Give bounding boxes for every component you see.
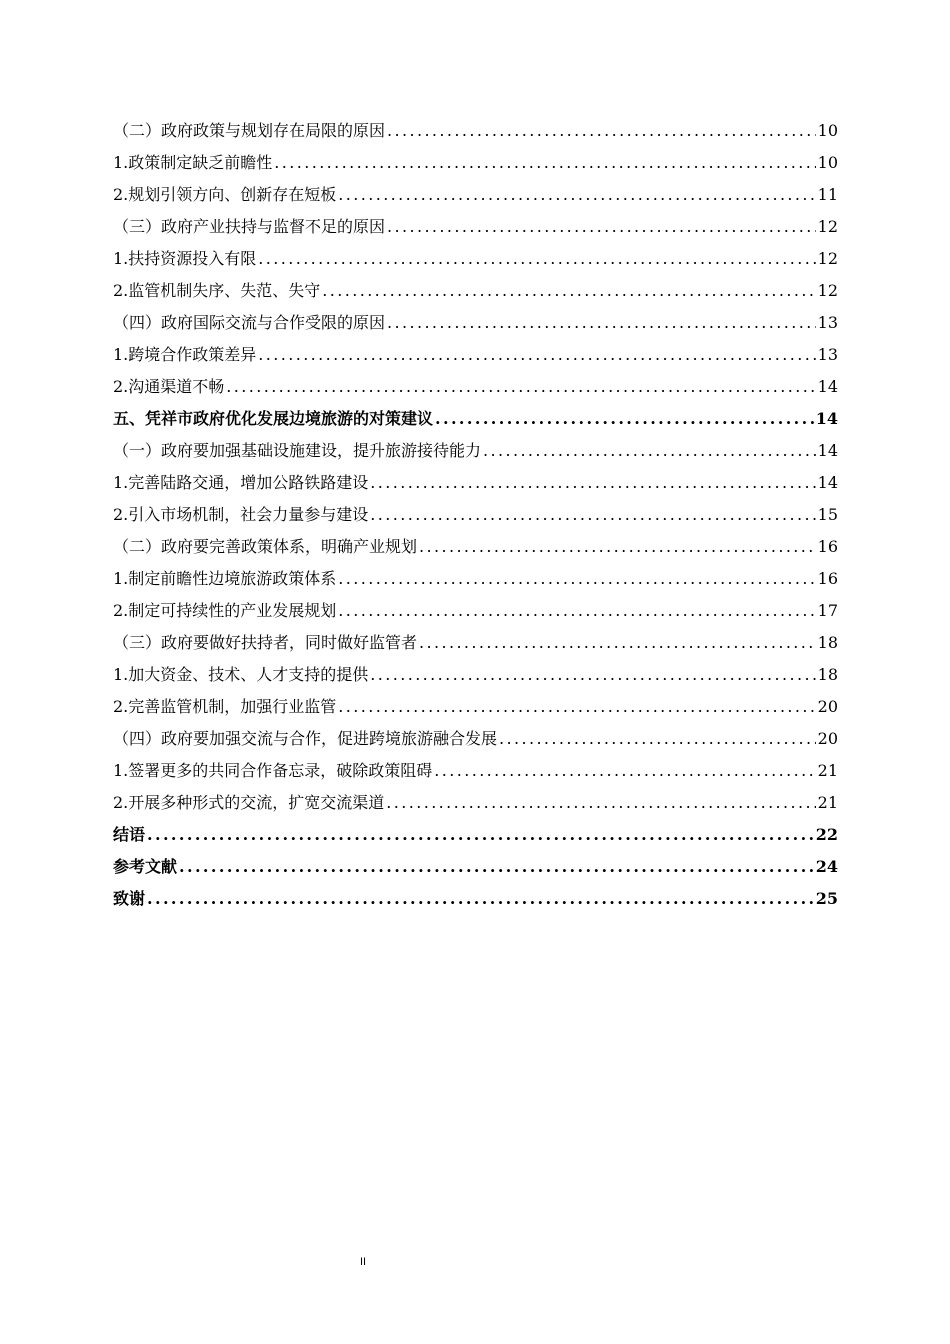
toc-dot-leader — [338, 563, 815, 595]
toc-entry-page-number: 20 — [817, 697, 838, 716]
toc-entry-page-number: 16 — [817, 569, 838, 588]
toc-dot-leader — [274, 147, 815, 179]
toc-entry[interactable] — [113, 627, 838, 659]
toc-entry-title: （四）政府国际交流与合作受限的原因 — [113, 313, 386, 332]
toc-entry-page-number: 14 — [815, 409, 838, 428]
toc-dot-leader — [419, 531, 816, 563]
toc-dot-leader — [322, 275, 815, 307]
toc-entry-page-number: 22 — [815, 825, 838, 844]
toc-dot-leader — [226, 371, 815, 403]
toc-entry[interactable] — [113, 531, 838, 563]
toc-entry-title: 1.加大资金、技术、人才支持的提供 — [113, 665, 369, 684]
toc-entry-title: 致谢 — [113, 889, 146, 908]
toc-entry-title: （二）政府政策与规划存在局限的原因 — [113, 121, 386, 140]
toc-entry-page-number: 13 — [817, 345, 838, 364]
toc-entry[interactable] — [113, 275, 838, 307]
toc-dot-leader — [338, 691, 815, 723]
page-footer — [0, 1256, 950, 1268]
toc-dot-leader — [338, 595, 815, 627]
toc-entry-page-number: 17 — [817, 601, 838, 620]
toc-dot-leader — [179, 851, 814, 883]
toc-entry-title: （二）政府要完善政策体系，明确产业规划 — [113, 537, 418, 556]
toc-entry[interactable] — [113, 371, 838, 403]
toc-entry-title: 2.制定可持续性的产业发展规划 — [113, 601, 337, 620]
toc-entry-page-number: 10 — [817, 121, 838, 140]
toc-entry-page-number: 16 — [817, 537, 838, 556]
toc-entry[interactable] — [113, 435, 838, 467]
toc-entry-page-number: 15 — [817, 505, 838, 524]
toc-entry-page-number: 14 — [817, 377, 838, 396]
toc-entry[interactable] — [113, 243, 838, 275]
toc-dot-leader — [387, 211, 816, 243]
toc-entry-title: （四）政府要加强交流与合作，促进跨境旅游融合发展 — [113, 729, 498, 748]
toc-entry-page-number: 13 — [817, 313, 838, 332]
toc-entry[interactable] — [113, 883, 838, 915]
toc-entry[interactable] — [113, 595, 838, 627]
toc-entry-page-number: 14 — [817, 441, 838, 460]
toc-entry-page-number: 18 — [817, 665, 838, 684]
table-of-contents — [113, 115, 838, 915]
toc-entry-title: 2.开展多种形式的交流，扩宽交流渠道 — [113, 793, 385, 812]
toc-entry[interactable] — [113, 403, 838, 435]
toc-dot-leader — [258, 339, 815, 371]
toc-entry[interactable] — [113, 147, 838, 179]
toc-entry-page-number: 25 — [815, 889, 838, 908]
toc-entry[interactable] — [113, 179, 838, 211]
toc-dot-leader — [370, 499, 815, 531]
toc-dot-leader — [387, 307, 816, 339]
toc-entry[interactable] — [113, 307, 838, 339]
toc-entry-title: 1.签署更多的共同合作备忘录，破除政策阻碍 — [113, 761, 433, 780]
toc-entry-title: 2.引入市场机制，社会力量参与建设 — [113, 505, 369, 524]
toc-entry-title: （一）政府要加强基础设施建设，提升旅游接待能力 — [113, 441, 482, 460]
toc-entry-page-number: 14 — [817, 473, 838, 492]
toc-entry-page-number: 12 — [817, 281, 838, 300]
toc-entry[interactable] — [113, 691, 838, 723]
toc-entry-page-number: 21 — [817, 793, 838, 812]
toc-entry-title: 参考文献 — [113, 857, 178, 876]
toc-entry-page-number: 12 — [817, 249, 838, 268]
toc-dot-leader — [338, 179, 815, 211]
page-number: II — [359, 1256, 367, 1268]
toc-entry-page-number: 21 — [817, 761, 838, 780]
toc-entry[interactable] — [113, 563, 838, 595]
toc-entry[interactable] — [113, 115, 838, 147]
toc-entry[interactable] — [113, 659, 838, 691]
toc-entry-title: 1.扶持资源投入有限 — [113, 249, 257, 268]
toc-entry-title: 2.规划引领方向、创新存在短板 — [113, 185, 337, 204]
toc-entry-page-number: 20 — [817, 729, 838, 748]
toc-entry-title: 1.跨境合作政策差异 — [113, 345, 257, 364]
toc-dot-leader — [147, 883, 814, 915]
toc-entry-title: 1.制定前瞻性边境旅游政策体系 — [113, 569, 337, 588]
toc-entry[interactable] — [113, 467, 838, 499]
toc-entry[interactable] — [113, 339, 838, 371]
toc-entry[interactable] — [113, 819, 838, 851]
toc-entry-page-number: 12 — [817, 217, 838, 236]
toc-entry-page-number: 10 — [817, 153, 838, 172]
toc-entry[interactable] — [113, 755, 838, 787]
toc-entry-title: 结语 — [113, 825, 146, 844]
toc-entry-title: 五、凭祥市政府优化发展边境旅游的对策建议 — [113, 409, 434, 428]
toc-dot-leader — [434, 755, 815, 787]
toc-dot-leader — [386, 787, 815, 819]
toc-dot-leader — [370, 659, 815, 691]
toc-entry-title: 2.沟通渠道不畅 — [113, 377, 225, 396]
toc-entry-page-number: 18 — [817, 633, 838, 652]
toc-entry-title: 2.监管机制失序、失范、失守 — [113, 281, 321, 300]
toc-entry[interactable] — [113, 787, 838, 819]
toc-entry-title: （三）政府要做好扶持者，同时做好监管者 — [113, 633, 418, 652]
toc-entry-title: 1.完善陆路交通，增加公路铁路建设 — [113, 473, 369, 492]
toc-entry[interactable] — [113, 499, 838, 531]
toc-dot-leader — [387, 115, 816, 147]
toc-dot-leader — [435, 403, 814, 435]
toc-dot-leader — [499, 723, 816, 755]
toc-dot-leader — [483, 435, 816, 467]
toc-dot-leader — [147, 819, 814, 851]
toc-entry-title: （三）政府产业扶持与监督不足的原因 — [113, 217, 386, 236]
toc-entry-title: 1.政策制定缺乏前瞻性 — [113, 153, 273, 172]
toc-dot-leader — [258, 243, 815, 275]
toc-entry[interactable] — [113, 851, 838, 883]
toc-entry-page-number: 11 — [817, 185, 838, 204]
toc-entry[interactable] — [113, 723, 838, 755]
toc-dot-leader — [419, 627, 816, 659]
toc-entry[interactable] — [113, 211, 838, 243]
toc-entry-page-number: 24 — [815, 857, 838, 876]
toc-dot-leader — [370, 467, 815, 499]
toc-entry-title: 2.完善监管机制，加强行业监管 — [113, 697, 337, 716]
